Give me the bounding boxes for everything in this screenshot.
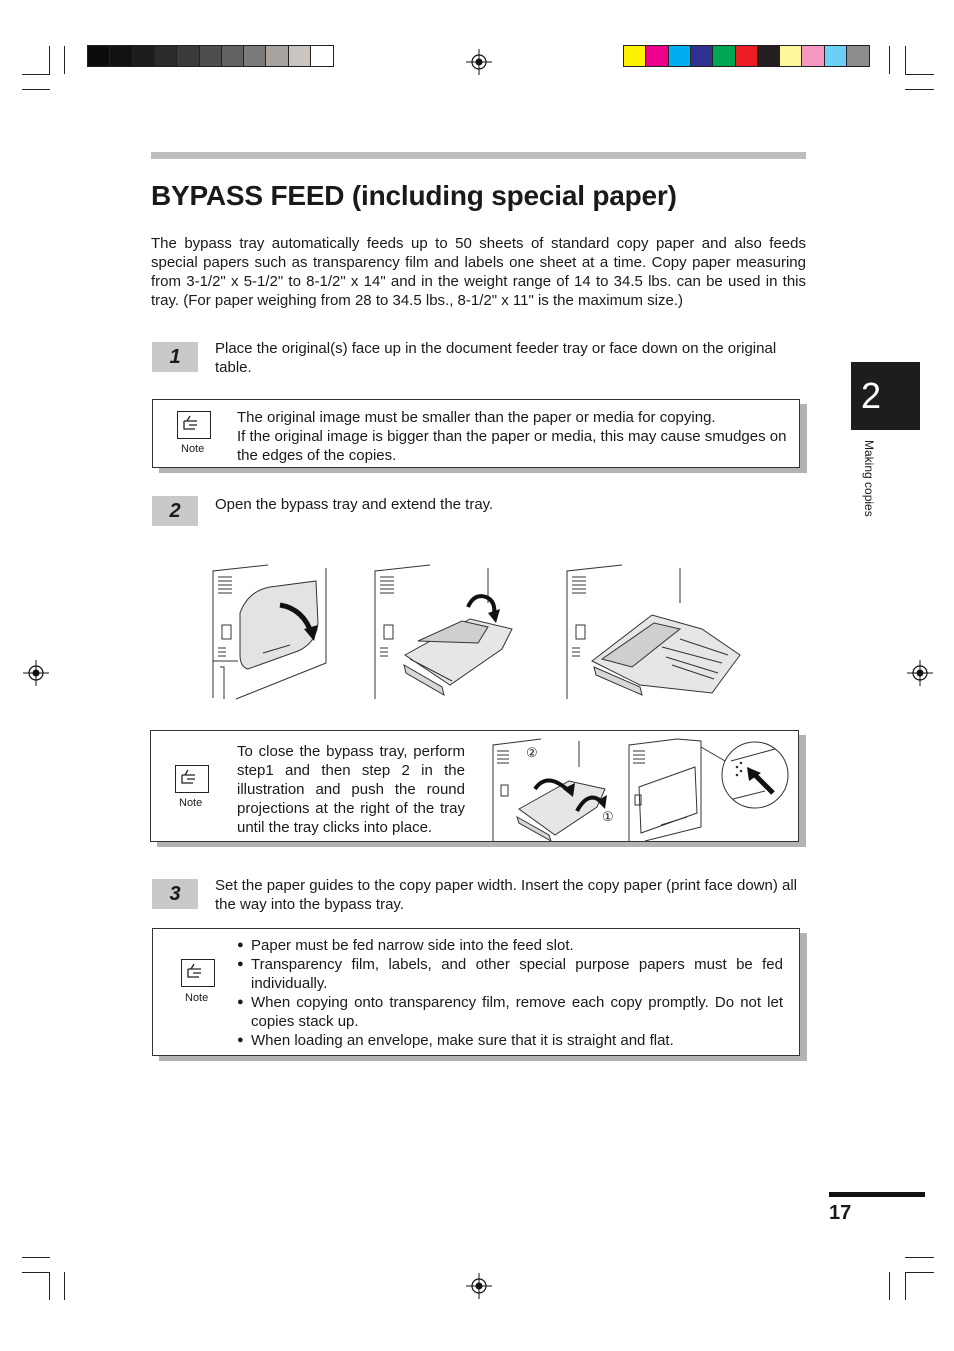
grayscale-swatch [289,46,311,66]
color-swatch [691,46,713,66]
note-3-bullets [237,936,783,1050]
color-swatch [758,46,780,66]
color-swatch [802,46,824,66]
registration-mark-right-icon [907,660,933,686]
color-swatch [713,46,735,66]
illustration-close-tray-steps [489,737,617,841]
step-marker-2: ② [526,745,538,760]
registration-mark-left-icon [23,660,49,686]
color-swatch [669,46,691,66]
illustration-push-projections [625,737,789,841]
header-rule [151,152,806,159]
grayscale-swatch [133,46,155,66]
note-hand-icon [177,411,211,439]
grayscale-swatch [155,46,177,66]
step-2-badge: 2 [152,496,198,526]
illustration-tray-fully-extended [562,563,747,703]
grayscale-swatch [244,46,266,66]
illustration-open-bypass-tray [208,563,333,703]
note-label: Note [181,443,205,455]
intro-paragraph: The bypass tray automatically feeds up to 50 sheets of standard copy paper and also feeds special papers such as transparency film and labels one sheet at a time. Copy paper measuring from 3-1/2" x 5-1/2" to 8-1/2" x 14" and in the weight range of 14 to 34.5 lbs. can be used in this tray. (For paper weighing from 28 to 34.5 lbs., 8-1/2" x 11" is the maximum size.) [151,235,806,309]
note-box-1 [152,399,800,468]
color-swatch [646,46,668,66]
note-2-text: To close the bypass tray, perform step1 and then step 2 in the illustration and push the round projections at the right of the tray until the tray clicks into place. [237,743,465,836]
list-item: ● When loading an envelope, make sure that it is straight and flat. [237,1031,783,1050]
note-hand-icon [181,959,215,987]
grayscale-swatch [222,46,244,66]
step-2-text: Open the bypass tray and extend the tray. [215,496,494,513]
illustration-extend-tray [370,563,520,703]
color-swatch [736,46,758,66]
registration-mark-top-icon [466,49,492,75]
note-box-2 [150,730,799,842]
step-3-text: Set the paper guides to the copy paper width. Insert the copy paper (print face down) all the way into the bypass tray. [215,877,798,913]
color-swatch [825,46,847,66]
page-number-rule [829,1192,925,1197]
registration-mark-bottom-icon [466,1273,492,1299]
step-marker-1: ① [602,809,614,824]
grayscale-swatch [311,46,333,66]
chapter-label: Making copies [862,440,876,517]
step-3-badge: 3 [152,879,198,909]
color-swatch [624,46,646,66]
color-swatch [847,46,869,66]
grayscale-swatch [88,46,110,66]
grayscale-swatch [177,46,199,66]
step-1-text: Place the original(s) face up in the document feeder tray or face down on the original table. [215,340,777,376]
step-1-badge: 1 [152,342,198,372]
color-swatch [780,46,802,66]
note-box-3 [152,928,800,1056]
grayscale-swatch [266,46,288,66]
chapter-tab: 2 [851,362,920,430]
list-item: ● Paper must be fed narrow side into the feed slot. [237,936,783,955]
note-1-text [237,408,792,465]
note-1-line-2: If the original image is bigger than the paper or media, this may cause smudges on the edges of the copies. [237,428,787,464]
page-title: BYPASS FEED (including special paper) [151,180,677,211]
note-hand-icon [175,765,209,793]
note-label: Note [185,992,209,1004]
note-1-line-1: The original image must be smaller than the paper or media for copying. [237,409,716,426]
list-item: ● Transparency film, labels, and other special purpose papers must be fed individually. [237,955,783,993]
list-item: ● When copying onto transparency film, remove each copy promptly. Do not let copies stack up. [237,993,783,1031]
grayscale-swatch [110,46,132,66]
grayscale-swatch [200,46,222,66]
page-number: 17 [829,1202,852,1224]
note-label: Note [179,797,203,809]
